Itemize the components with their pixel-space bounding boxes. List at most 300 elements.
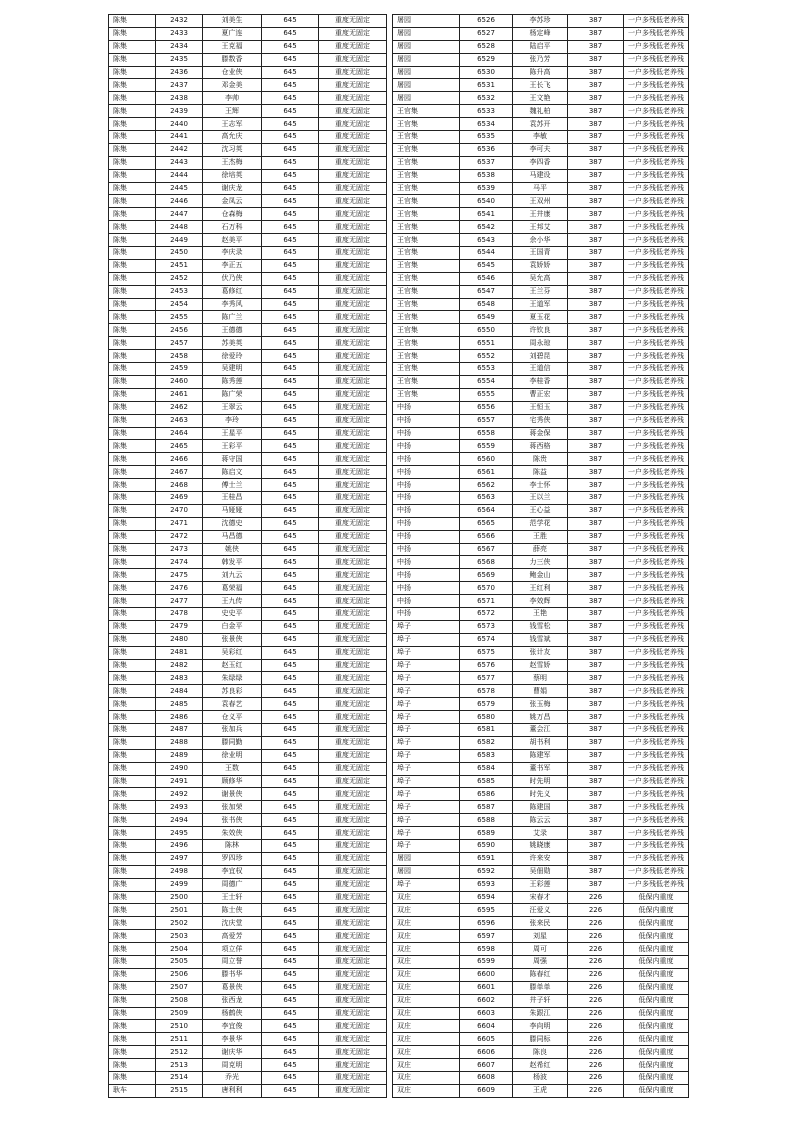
cell-area: 双庄 <box>393 994 460 1007</box>
cell-type: 一户多残低老养残 <box>624 543 689 556</box>
cell-area: 埠子 <box>393 814 460 827</box>
cell-amt: 387 <box>568 479 624 492</box>
cell-area: 陈集 <box>109 272 156 285</box>
cell-no: 2500 <box>156 891 203 904</box>
cell-name: 曹正宏 <box>513 388 568 401</box>
cell-no: 2452 <box>156 272 203 285</box>
cell-amt: 226 <box>568 956 624 969</box>
cell-name: 赵玉红 <box>203 659 262 672</box>
cell-type: 一户多残低老养残 <box>624 285 689 298</box>
cell-name: 滕同勤 <box>203 736 262 749</box>
cell-type: 一户多残低老养残 <box>624 659 689 672</box>
cell-amt: 645 <box>262 182 319 195</box>
table-row <box>393 711 689 724</box>
table-row <box>393 723 689 736</box>
cell-amt: 387 <box>568 375 624 388</box>
cell-amt: 387 <box>568 698 624 711</box>
table-row <box>109 388 387 401</box>
table-row <box>393 968 689 981</box>
cell-area: 陈集 <box>109 414 156 427</box>
cell-name: 吴佃勋 <box>513 865 568 878</box>
table-row <box>109 27 387 40</box>
cell-name: 赵雪娇 <box>513 659 568 672</box>
cell-no: 2461 <box>156 388 203 401</box>
cell-name: 杨定峰 <box>513 27 568 40</box>
cell-amt: 387 <box>568 27 624 40</box>
cell-amt: 645 <box>262 1020 319 1033</box>
cell-no: 2489 <box>156 749 203 762</box>
table-row <box>393 840 689 853</box>
table-row <box>393 698 689 711</box>
cell-no: 6528 <box>460 40 513 53</box>
cell-name: 李正五 <box>203 259 262 272</box>
cell-area: 双庄 <box>393 1020 460 1033</box>
cell-no: 6562 <box>460 479 513 492</box>
cell-no: 2491 <box>156 775 203 788</box>
cell-no: 6581 <box>460 723 513 736</box>
cell-name: 姚侠 <box>203 543 262 556</box>
cell-area: 陈集 <box>109 105 156 118</box>
cell-type: 一户多残低老养残 <box>624 247 689 260</box>
cell-name: 仓业侠 <box>203 66 262 79</box>
cell-no: 6578 <box>460 685 513 698</box>
cell-name: 赵希红 <box>513 1059 568 1072</box>
cell-name: 滕数香 <box>203 53 262 66</box>
table-row <box>109 324 387 337</box>
cell-amt: 645 <box>262 852 319 865</box>
cell-amt: 387 <box>568 388 624 401</box>
cell-no: 2496 <box>156 840 203 853</box>
cell-name: 滕同标 <box>513 1033 568 1046</box>
cell-type: 一户多残低老养残 <box>624 840 689 853</box>
cell-type: 重度无固定 <box>319 15 387 28</box>
cell-amt: 645 <box>262 1072 319 1085</box>
table-row <box>109 569 387 582</box>
cell-amt: 226 <box>568 1007 624 1020</box>
table-row <box>393 1084 689 1097</box>
cell-no: 6589 <box>460 827 513 840</box>
cell-name: 蒋西格 <box>513 440 568 453</box>
cell-type: 重度无固定 <box>319 337 387 350</box>
cell-amt: 387 <box>568 234 624 247</box>
cell-type: 一户多残低老养残 <box>624 259 689 272</box>
cell-name: 滕书华 <box>203 968 262 981</box>
cell-amt: 645 <box>262 904 319 917</box>
cell-type: 一户多残低老养残 <box>624 762 689 775</box>
cell-area: 王官集 <box>393 105 460 118</box>
cell-name: 宋春才 <box>513 891 568 904</box>
cell-name: 王星平 <box>203 427 262 440</box>
cell-no: 6533 <box>460 105 513 118</box>
cell-type: 重度无固定 <box>319 298 387 311</box>
cell-no: 2484 <box>156 685 203 698</box>
cell-name: 李士怀 <box>513 479 568 492</box>
cell-no: 2438 <box>156 92 203 105</box>
cell-no: 6606 <box>460 1046 513 1059</box>
cell-area: 陈集 <box>109 118 156 131</box>
cell-type: 一户多残低老养残 <box>624 66 689 79</box>
table-row <box>109 234 387 247</box>
cell-area: 陈集 <box>109 827 156 840</box>
table-row <box>393 1072 689 1085</box>
table-row <box>109 156 387 169</box>
table-row <box>393 672 689 685</box>
cell-amt: 645 <box>262 1007 319 1020</box>
cell-type: 重度无固定 <box>319 1007 387 1020</box>
cell-name: 袁苏开 <box>513 118 568 131</box>
cell-name: 石万科 <box>203 221 262 234</box>
table-row <box>393 852 689 865</box>
cell-no: 2485 <box>156 698 203 711</box>
cell-type: 一户多残低老养残 <box>624 582 689 595</box>
cell-name: 时先明 <box>513 775 568 788</box>
cell-area: 中扬 <box>393 569 460 582</box>
cell-name: 周克明 <box>203 1059 262 1072</box>
cell-area: 中扬 <box>393 543 460 556</box>
cell-area: 陈集 <box>109 1007 156 1020</box>
cell-no: 2505 <box>156 956 203 969</box>
cell-type: 一户多残低老养残 <box>624 453 689 466</box>
cell-area: 王官集 <box>393 208 460 221</box>
cell-no: 6592 <box>460 865 513 878</box>
cell-area: 陈集 <box>109 479 156 492</box>
cell-name: 王彩平 <box>203 440 262 453</box>
cell-no: 6548 <box>460 298 513 311</box>
cell-type: 重度无固定 <box>319 504 387 517</box>
cell-name: 李庆录 <box>203 247 262 260</box>
cell-area: 陈集 <box>109 1072 156 1085</box>
cell-amt: 387 <box>568 118 624 131</box>
cell-amt: 645 <box>262 53 319 66</box>
cell-amt: 645 <box>262 440 319 453</box>
table-row <box>109 285 387 298</box>
cell-amt: 645 <box>262 79 319 92</box>
cell-name: 袁春艺 <box>203 698 262 711</box>
cell-type: 重度无固定 <box>319 788 387 801</box>
cell-amt: 645 <box>262 324 319 337</box>
cell-area: 王官集 <box>393 234 460 247</box>
cell-type: 重度无固定 <box>319 569 387 582</box>
cell-area: 王官集 <box>393 350 460 363</box>
cell-area: 陈集 <box>109 208 156 221</box>
cell-name: 王红利 <box>513 582 568 595</box>
cell-name: 陈春红 <box>513 968 568 981</box>
cell-no: 6580 <box>460 711 513 724</box>
cell-type: 低保内重度 <box>624 956 689 969</box>
cell-area: 陈集 <box>109 1059 156 1072</box>
cell-no: 6602 <box>460 994 513 1007</box>
cell-name: 仓义平 <box>203 711 262 724</box>
cell-name: 胡书利 <box>513 736 568 749</box>
cell-no: 6550 <box>460 324 513 337</box>
cell-name: 仓森梅 <box>203 208 262 221</box>
cell-area: 屠园 <box>393 865 460 878</box>
cell-no: 6587 <box>460 801 513 814</box>
cell-area: 中扬 <box>393 491 460 504</box>
cell-no: 2512 <box>156 1046 203 1059</box>
cell-amt: 387 <box>568 801 624 814</box>
cell-area: 屠园 <box>393 40 460 53</box>
cell-no: 6577 <box>460 672 513 685</box>
cell-type: 重度无固定 <box>319 118 387 131</box>
cell-area: 陈集 <box>109 440 156 453</box>
cell-area: 陈集 <box>109 375 156 388</box>
cell-no: 6553 <box>460 363 513 376</box>
cell-area: 陈集 <box>109 66 156 79</box>
table-row <box>109 105 387 118</box>
cell-type: 一户多残低老养残 <box>624 15 689 28</box>
cell-name: 朱效侠 <box>203 827 262 840</box>
cell-no: 6536 <box>460 143 513 156</box>
cell-name: 王长飞 <box>513 79 568 92</box>
cell-no: 2508 <box>156 994 203 1007</box>
cell-amt: 645 <box>262 981 319 994</box>
cell-no: 6561 <box>460 466 513 479</box>
cell-no: 2449 <box>156 234 203 247</box>
table-row <box>393 659 689 672</box>
cell-area: 屠园 <box>393 79 460 92</box>
cell-type: 重度无固定 <box>319 363 387 376</box>
cell-area: 埠子 <box>393 723 460 736</box>
cell-no: 2462 <box>156 401 203 414</box>
cell-area: 双庄 <box>393 956 460 969</box>
table-row <box>109 749 387 762</box>
cell-area: 陈集 <box>109 723 156 736</box>
cell-amt: 387 <box>568 827 624 840</box>
cell-no: 2455 <box>156 311 203 324</box>
table-row <box>393 827 689 840</box>
table-row <box>393 414 689 427</box>
cell-area: 陈集 <box>109 79 156 92</box>
cell-area: 埠子 <box>393 801 460 814</box>
cell-amt: 645 <box>262 994 319 1007</box>
cell-type: 重度无固定 <box>319 930 387 943</box>
cell-no: 2457 <box>156 337 203 350</box>
cell-area: 陈集 <box>109 298 156 311</box>
cell-type: 重度无固定 <box>319 543 387 556</box>
cell-no: 6546 <box>460 272 513 285</box>
cell-name: 刘九云 <box>203 569 262 582</box>
cell-type: 重度无固定 <box>319 272 387 285</box>
cell-amt: 387 <box>568 247 624 260</box>
table-row <box>393 182 689 195</box>
cell-amt: 645 <box>262 105 319 118</box>
cell-name: 高爱芳 <box>203 930 262 943</box>
table-row <box>109 15 387 28</box>
table-row <box>109 1020 387 1033</box>
cell-no: 2498 <box>156 865 203 878</box>
cell-area: 埠子 <box>393 736 460 749</box>
cell-amt: 387 <box>568 285 624 298</box>
cell-amt: 387 <box>568 852 624 865</box>
cell-type: 重度无固定 <box>319 582 387 595</box>
cell-area: 王官集 <box>393 285 460 298</box>
table-row <box>393 169 689 182</box>
cell-type: 重度无固定 <box>319 917 387 930</box>
table-row <box>109 66 387 79</box>
table-row <box>109 453 387 466</box>
cell-amt: 645 <box>262 659 319 672</box>
cell-amt: 387 <box>568 595 624 608</box>
cell-name: 吴允高 <box>513 272 568 285</box>
cell-type: 重度无固定 <box>319 762 387 775</box>
cell-amt: 645 <box>262 363 319 376</box>
cell-area: 陈集 <box>109 788 156 801</box>
table-row <box>393 543 689 556</box>
cell-no: 2501 <box>156 904 203 917</box>
cell-no: 6530 <box>460 66 513 79</box>
cell-name: 李宜俊 <box>203 1020 262 1033</box>
cell-area: 王官集 <box>393 298 460 311</box>
cell-name: 王数 <box>203 762 262 775</box>
cell-type: 重度无固定 <box>319 672 387 685</box>
cell-type: 一户多残低老养残 <box>624 414 689 427</box>
table-row <box>109 195 387 208</box>
cell-name: 王士轩 <box>203 891 262 904</box>
cell-name: 陈广荣 <box>203 388 262 401</box>
cell-no: 2504 <box>156 943 203 956</box>
cell-type: 重度无固定 <box>319 749 387 762</box>
cell-type: 一户多残低老养残 <box>624 620 689 633</box>
cell-type: 一户多残低老养残 <box>624 749 689 762</box>
cell-no: 6593 <box>460 878 513 891</box>
cell-amt: 645 <box>262 517 319 530</box>
cell-type: 一户多残低老养残 <box>624 685 689 698</box>
cell-amt: 645 <box>262 775 319 788</box>
cell-type: 一户多残低老养残 <box>624 466 689 479</box>
cell-no: 6558 <box>460 427 513 440</box>
cell-no: 2503 <box>156 930 203 943</box>
table-row <box>393 363 689 376</box>
cell-name: 范学花 <box>513 517 568 530</box>
cell-amt: 387 <box>568 53 624 66</box>
table-row <box>109 414 387 427</box>
cell-name: 陈建军 <box>513 749 568 762</box>
cell-type: 重度无固定 <box>319 156 387 169</box>
cell-type: 低保内重度 <box>624 1046 689 1059</box>
cell-name: 魏礼柏 <box>513 105 568 118</box>
cell-type: 重度无固定 <box>319 814 387 827</box>
cell-no: 2514 <box>156 1072 203 1085</box>
table-row <box>109 994 387 1007</box>
cell-no: 6537 <box>460 156 513 169</box>
cell-type: 低保内重度 <box>624 943 689 956</box>
table-row <box>393 1046 689 1059</box>
cell-area: 中扬 <box>393 453 460 466</box>
cell-type: 重度无固定 <box>319 195 387 208</box>
cell-no: 2460 <box>156 375 203 388</box>
cell-name: 陆启平 <box>513 40 568 53</box>
cell-area: 中扬 <box>393 582 460 595</box>
cell-type: 一户多残低老养残 <box>624 208 689 221</box>
cell-area: 陈集 <box>109 92 156 105</box>
table-row <box>393 801 689 814</box>
cell-amt: 387 <box>568 143 624 156</box>
cell-amt: 645 <box>262 169 319 182</box>
cell-area: 陈集 <box>109 620 156 633</box>
cell-area: 陈集 <box>109 968 156 981</box>
cell-amt: 387 <box>568 208 624 221</box>
cell-amt: 387 <box>568 723 624 736</box>
cell-no: 6575 <box>460 646 513 659</box>
cell-area: 陈集 <box>109 491 156 504</box>
cell-area: 王官集 <box>393 247 460 260</box>
cell-name: 谢景侠 <box>203 788 262 801</box>
cell-area: 中扬 <box>393 556 460 569</box>
cell-no: 6557 <box>460 414 513 427</box>
cell-no: 2486 <box>156 711 203 724</box>
table-row <box>109 311 387 324</box>
table-row <box>109 169 387 182</box>
cell-amt: 645 <box>262 388 319 401</box>
cell-no: 2493 <box>156 801 203 814</box>
cell-type: 一户多残低老养残 <box>624 118 689 131</box>
cell-area: 中扬 <box>393 607 460 620</box>
cell-amt: 387 <box>568 221 624 234</box>
cell-area: 陈集 <box>109 401 156 414</box>
cell-area: 埠子 <box>393 775 460 788</box>
cell-name: 邓金美 <box>203 79 262 92</box>
cell-amt: 645 <box>262 221 319 234</box>
cell-name: 刘碧昆 <box>513 350 568 363</box>
table-row <box>393 749 689 762</box>
cell-no: 2481 <box>156 646 203 659</box>
cell-no: 2510 <box>156 1020 203 1033</box>
table-row <box>109 118 387 131</box>
table-row <box>109 956 387 969</box>
table-row <box>109 479 387 492</box>
cell-amt: 645 <box>262 1059 319 1072</box>
table-row <box>109 827 387 840</box>
cell-amt: 645 <box>262 131 319 144</box>
cell-name: 李敏 <box>513 131 568 144</box>
cell-no: 2469 <box>156 491 203 504</box>
cell-amt: 387 <box>568 814 624 827</box>
cell-amt: 387 <box>568 414 624 427</box>
cell-name: 张书侠 <box>203 814 262 827</box>
cell-area: 陈集 <box>109 659 156 672</box>
cell-amt: 226 <box>568 917 624 930</box>
cell-no: 2437 <box>156 79 203 92</box>
cell-no: 6609 <box>460 1084 513 1097</box>
cell-no: 2507 <box>156 981 203 994</box>
cell-area: 埠子 <box>393 749 460 762</box>
cell-type: 重度无固定 <box>319 891 387 904</box>
cell-area: 陈集 <box>109 517 156 530</box>
cell-type: 低保内重度 <box>624 981 689 994</box>
cell-no: 6570 <box>460 582 513 595</box>
table-row <box>393 736 689 749</box>
cell-type: 重度无固定 <box>319 27 387 40</box>
table-row <box>109 491 387 504</box>
cell-type: 低保内重度 <box>624 1007 689 1020</box>
cell-type: 一户多残低老养残 <box>624 311 689 324</box>
cell-type: 重度无固定 <box>319 491 387 504</box>
cell-name: 王双州 <box>513 195 568 208</box>
cell-name: 韩发平 <box>203 556 262 569</box>
cell-area: 陈集 <box>109 711 156 724</box>
cell-type: 重度无固定 <box>319 234 387 247</box>
cell-area: 陈集 <box>109 646 156 659</box>
cell-type: 重度无固定 <box>319 1033 387 1046</box>
cell-area: 埠子 <box>393 827 460 840</box>
cell-area: 陈集 <box>109 466 156 479</box>
cell-type: 一户多残低老养残 <box>624 569 689 582</box>
cell-type: 重度无固定 <box>319 698 387 711</box>
table-row <box>109 891 387 904</box>
cell-amt: 645 <box>262 375 319 388</box>
cell-area: 陈集 <box>109 981 156 994</box>
